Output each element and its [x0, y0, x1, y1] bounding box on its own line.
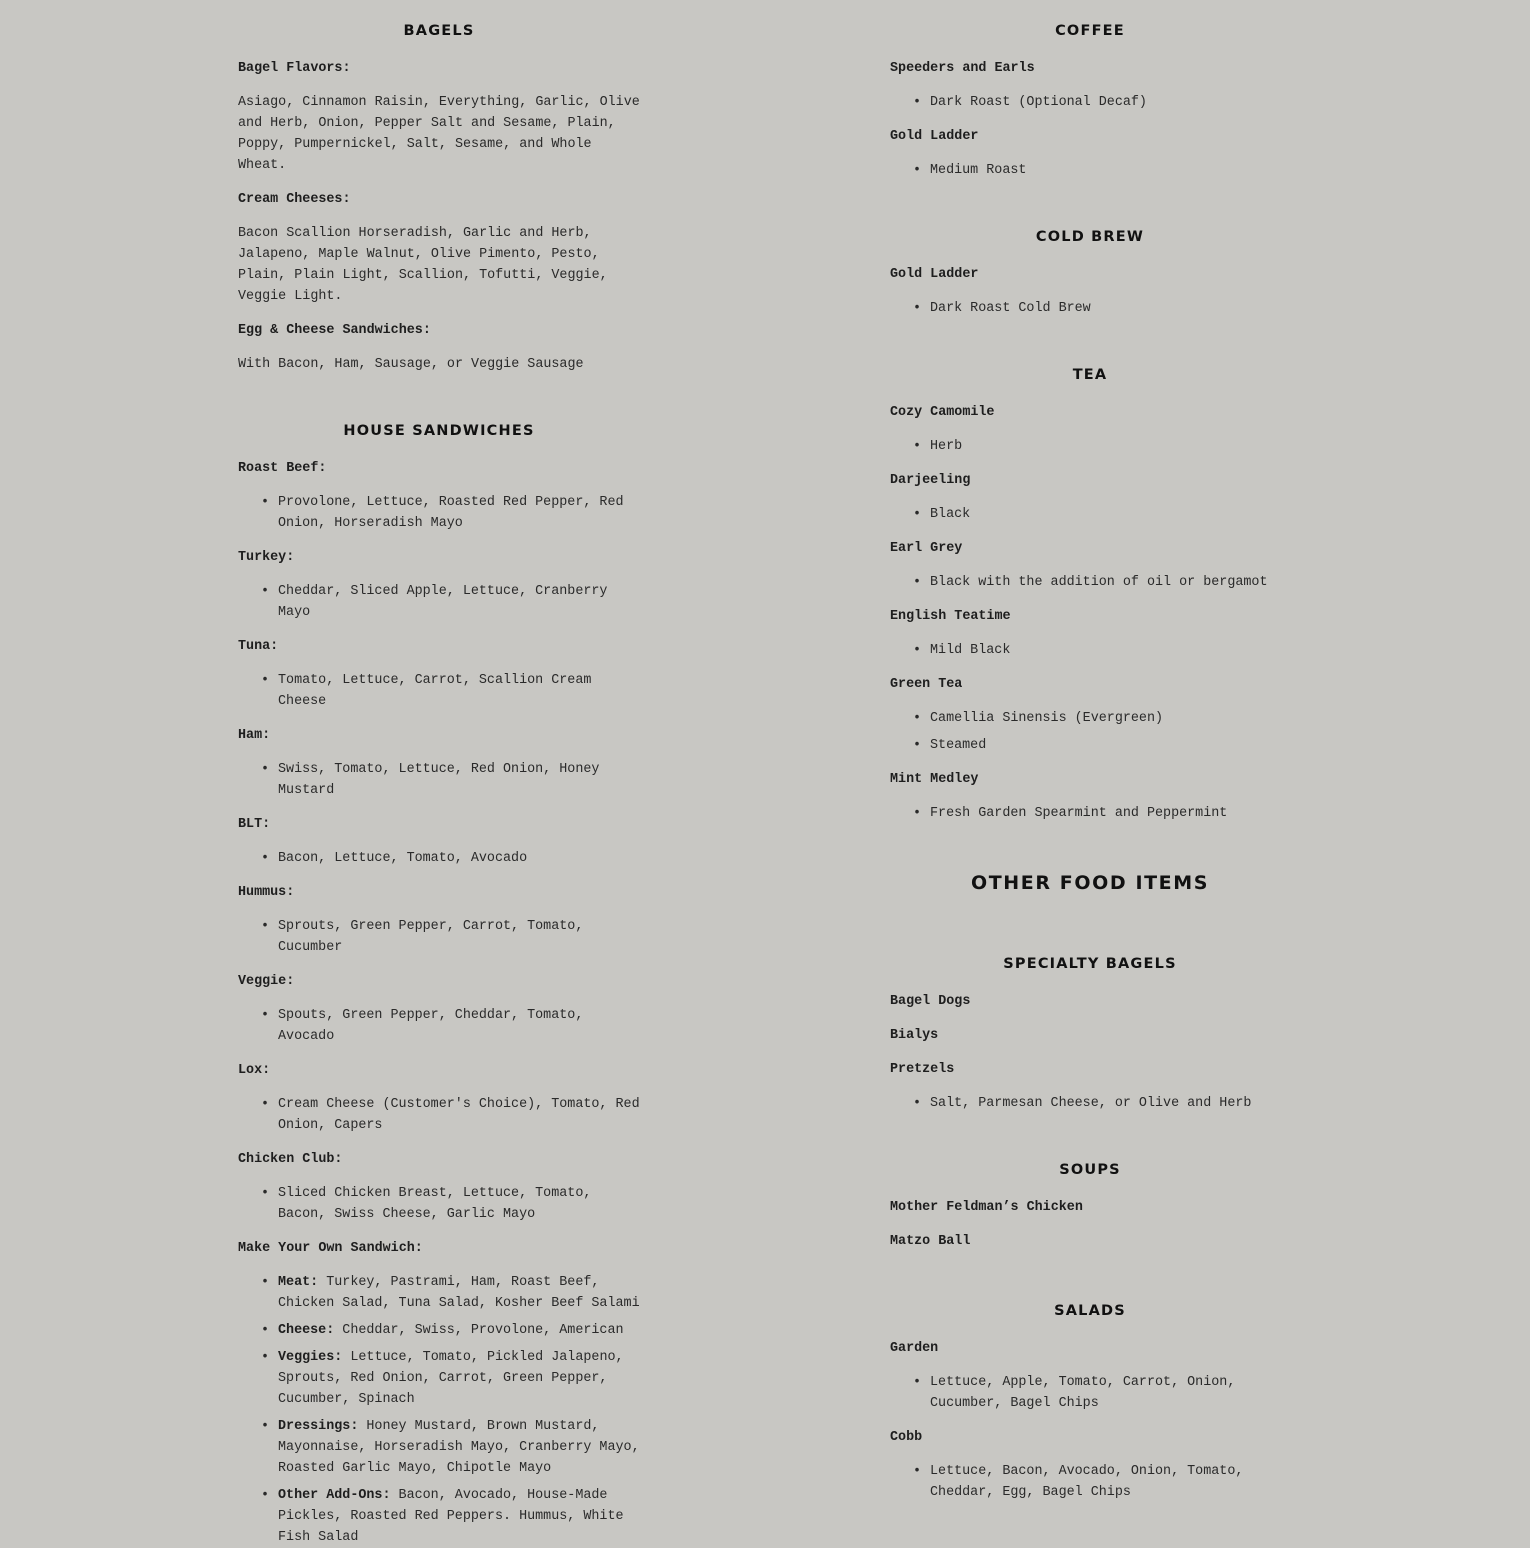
- coffee-list: [890, 58, 1290, 181]
- item-details: [238, 848, 640, 869]
- item-name: BLT:: [238, 817, 271, 832]
- item-details: [890, 803, 1290, 824]
- coffee-heading: COFFEE: [1055, 23, 1125, 39]
- item-details: [890, 160, 1290, 181]
- item-name: English Teatime: [890, 609, 1011, 624]
- item-name: Earl Grey: [890, 541, 963, 556]
- list-item: • Sprouts, Green Pepper, Carrot, Tomato, Cucumber: [278, 916, 640, 958]
- item-details: [238, 1094, 640, 1136]
- list-item: • Bacon, Lettuce, Tomato, Avocado: [278, 848, 640, 869]
- item-details: [238, 670, 640, 712]
- item-details: [890, 436, 1290, 457]
- tea-list: [890, 402, 1290, 824]
- item-name: Chicken Club:: [238, 1152, 343, 1167]
- list-item: • Camellia Sinensis (Evergreen): [930, 708, 1290, 729]
- list-item: • Fresh Garden Spearmint and Peppermint: [930, 803, 1290, 824]
- list-item: • Mild Black: [930, 640, 1290, 661]
- item-name: Tuna:: [238, 639, 279, 654]
- item-name: Ham:: [238, 728, 271, 743]
- item-details: [890, 1372, 1290, 1414]
- egg-cheese-text: With Bacon, Ham, Sausage, or Veggie Sausage: [238, 357, 584, 372]
- item-details: [890, 92, 1290, 113]
- list-item: • Cream Cheese (Customer's Choice), Tomato, Red Onion, Capers: [278, 1094, 640, 1136]
- item-details: [890, 708, 1290, 756]
- list-item: • Cheddar, Sliced Apple, Lettuce, Cranberry Mayo: [278, 581, 640, 623]
- item-name: Hummus:: [238, 885, 295, 900]
- cream-cheeses-text: Bacon Scallion Horseradish, Garlic and Herb, Jalapeno, Maple Walnut, Olive Pimento, Pesto, Plain, Plain Light, Scallion, Tofutti, Veggie, Veggie Light.: [238, 226, 608, 304]
- list-item: • Lettuce, Apple, Tomato, Carrot, Onion, Cucumber, Bagel Chips: [930, 1372, 1290, 1414]
- house-sandwiches-list: [238, 458, 640, 1225]
- other-food-items-heading: OTHER FOOD ITEMS: [970, 872, 1210, 894]
- item-name: Garden: [890, 1341, 939, 1356]
- soups-list: [890, 1197, 1290, 1252]
- list-item: • Tomato, Lettuce, Carrot, Scallion Cream Cheese: [278, 670, 640, 712]
- item-details: [890, 298, 1290, 319]
- item-name: Bialys: [890, 1028, 939, 1043]
- myo-veggies: • Veggies: Lettuce, Tomato, Pickled Jalapeno, Sprouts, Red Onion, Carrot, Green Pepper, Cucumber, Spinach: [278, 1347, 640, 1410]
- list-item: • Swiss, Tomato, Lettuce, Red Onion, Honey Mustard: [278, 759, 640, 801]
- item-details: [890, 1461, 1290, 1503]
- item-details: [890, 572, 1290, 593]
- list-item: • Lettuce, Bacon, Avocado, Onion, Tomato, Cheddar, Egg, Bagel Chips: [930, 1461, 1290, 1503]
- list-item: • Provolone, Lettuce, Roasted Red Pepper, Red Onion, Horseradish Mayo: [278, 492, 640, 534]
- item-name: Turkey:: [238, 550, 295, 565]
- bagels-heading: BAGELS: [403, 23, 475, 39]
- item-name: Cobb: [890, 1430, 923, 1445]
- item-details: [238, 492, 640, 534]
- list-item: • Black with the addition of oil or bergamot: [930, 572, 1290, 593]
- list-item: • Steamed: [930, 735, 1290, 756]
- item-name: Matzo Ball: [890, 1234, 971, 1249]
- item-details: [238, 916, 640, 958]
- item-name: Darjeeling: [890, 473, 971, 488]
- egg-cheese-label: Egg & Cheese Sandwiches:: [238, 323, 431, 338]
- myo-add-ons: • Other Add-Ons: Bacon, Avocado, House-Made Pickles, Roasted Red Peppers. Hummus, White Fish Salad: [278, 1485, 640, 1548]
- item-details: [238, 581, 640, 623]
- list-item: • Herb: [930, 436, 1290, 457]
- item-details: [238, 759, 640, 801]
- cold-brew-list: [890, 264, 1290, 319]
- item-name: Gold Ladder: [890, 129, 979, 144]
- item-name: Gold Ladder: [890, 267, 979, 282]
- salads-list: [890, 1338, 1290, 1503]
- myo-cheese: • Cheese: Cheddar, Swiss, Provolone, American: [278, 1320, 640, 1341]
- item-name: Veggie:: [238, 974, 295, 989]
- tea-heading: TEA: [1072, 367, 1108, 383]
- cream-cheeses-label: Cream Cheeses:: [238, 192, 351, 207]
- item-name: Speeders and Earls: [890, 61, 1035, 76]
- myo-dressings: • Dressings: Honey Mustard, Brown Mustard, Mayonnaise, Horseradish Mayo, Cranberry Mayo, Roasted Garlic Mayo, Chipotle Mayo: [278, 1416, 640, 1479]
- bagel-flavors-label: Bagel Flavors:: [238, 61, 351, 76]
- item-name: Green Tea: [890, 677, 963, 692]
- list-item: • Black: [930, 504, 1290, 525]
- item-name: Mint Medley: [890, 772, 979, 787]
- item-name: Cozy Camomile: [890, 405, 995, 420]
- list-item: • Medium Roast: [930, 160, 1290, 181]
- soups-heading: SOUPS: [1059, 1162, 1121, 1178]
- list-item: • Sliced Chicken Breast, Lettuce, Tomato, Bacon, Swiss Cheese, Garlic Mayo: [278, 1183, 640, 1225]
- cold-brew-heading: COLD BREW: [1035, 229, 1145, 245]
- item-name: Bagel Dogs: [890, 994, 971, 1009]
- item-name: Mother Feldman’s Chicken: [890, 1200, 1083, 1215]
- bagel-flavors-text: Asiago, Cinnamon Raisin, Everything, Garlic, Olive and Herb, Onion, Pepper Salt and Sesame, Plain, Poppy, Pumpernickel, Salt, Sesame, and Whole Wheat.: [238, 95, 640, 173]
- specialty-bagels-heading: SPECIALTY BAGELS: [1003, 956, 1177, 972]
- make-your-own-label: Make Your Own Sandwich:: [238, 1241, 423, 1256]
- make-your-own-list: [238, 1272, 640, 1548]
- item-details: [890, 640, 1290, 661]
- right-column: [890, 0, 1290, 1503]
- item-name: Pretzels: [890, 1062, 955, 1077]
- item-details: [890, 504, 1290, 525]
- item-details: [238, 1005, 640, 1047]
- item-details: [238, 1183, 640, 1225]
- salads-heading: SALADS: [1054, 1303, 1126, 1319]
- myo-meat: • Meat: Turkey, Pastrami, Ham, Roast Beef, Chicken Salad, Tuna Salad, Kosher Beef Salami: [278, 1272, 640, 1314]
- left-column: [238, 0, 640, 1548]
- list-item: • Salt, Parmesan Cheese, or Olive and Herb: [930, 1093, 1290, 1114]
- list-item: • Spouts, Green Pepper, Cheddar, Tomato, Avocado: [278, 1005, 640, 1047]
- specialty-bagels-list: [890, 991, 1290, 1114]
- list-item: • Dark Roast (Optional Decaf): [930, 92, 1290, 113]
- list-item: • Dark Roast Cold Brew: [930, 298, 1290, 319]
- house-sandwiches-heading: HOUSE SANDWICHES: [343, 423, 535, 439]
- item-details: [890, 1093, 1290, 1114]
- item-name: Roast Beef:: [238, 461, 327, 476]
- item-name: Lox:: [238, 1063, 271, 1078]
